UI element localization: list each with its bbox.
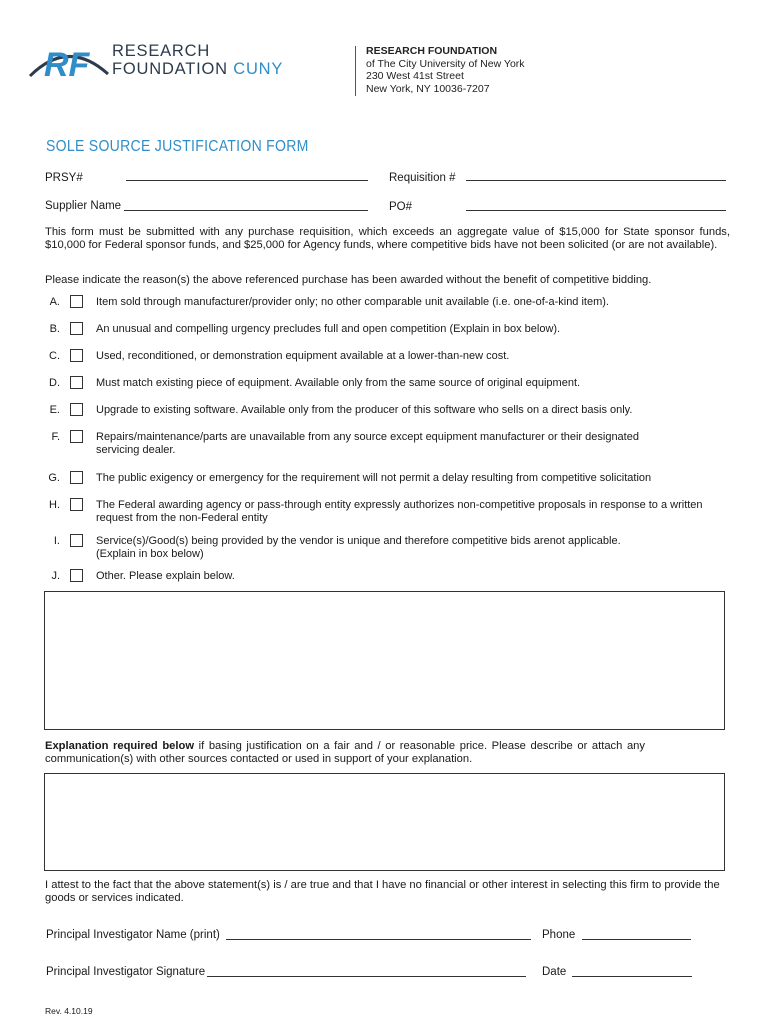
option-checkbox[interactable]	[70, 534, 83, 547]
option-text: The public exigency or emergency for the requirement will not permit a delay resulting from competitive solicitation	[96, 472, 652, 484]
option-checkbox[interactable]	[70, 322, 83, 335]
option-text: Used, reconditioned, or demonstration equipment available at a lower-than-new cost.	[96, 350, 510, 362]
option-letter: F.	[51, 431, 60, 443]
po-label: PO#	[389, 201, 413, 213]
address-line-1: of The City University of New York	[366, 57, 525, 70]
option-checkbox[interactable]	[70, 295, 83, 308]
attest-text: I attest to the fact that the above statement(s) is / are true and that I have no financial or other interest in selecting this firm to provide the goods or services indicated.	[45, 879, 720, 904]
requisition-label: Requisition #	[389, 172, 456, 184]
pi-name-label: Principal Investigator Name (print)	[46, 929, 220, 941]
prsy-field[interactable]	[126, 180, 368, 181]
option-text: Item sold through manufacturer/provider only; no other comparable unit available (i.e. one-of-a-kind item).	[96, 296, 609, 308]
option-text: Repairs/maintenance/parts are unavailable from any source except equipment manufacturer or their designated servicing dealer.	[96, 431, 639, 456]
option-checkbox[interactable]	[70, 569, 83, 582]
intro-text: This form must be submitted with any purchase requisition, which exceeds an aggregate value of $15,000 for State sponsor funds, $10,000 for Federal sponsor funds, and $25,000 for Agency funds, where competitive bids have not been solicited (or are not available).	[45, 226, 730, 251]
explanation-bold: Explanation required below	[45, 740, 195, 752]
prsy-label: PRSY#	[45, 172, 83, 184]
option-letter: E.	[49, 404, 60, 416]
logo-line-1: RESEARCH	[112, 42, 211, 60]
rf-cuny-logo	[28, 40, 288, 88]
logo-line-2	[112, 60, 283, 78]
option-letter: A.	[49, 296, 60, 308]
header-divider	[355, 46, 356, 96]
address-org: RESEARCH FOUNDATION	[366, 45, 498, 57]
option-checkbox[interactable]	[70, 498, 83, 511]
option-checkbox[interactable]	[70, 430, 83, 443]
option-letter: C.	[49, 350, 60, 362]
option-checkbox[interactable]	[70, 403, 83, 416]
phone-field[interactable]	[582, 939, 691, 940]
option-checkbox[interactable]	[70, 471, 83, 484]
option-letter: J.	[51, 570, 60, 582]
svg-text:RF: RF	[44, 46, 90, 84]
other-explanation-box[interactable]	[44, 591, 725, 730]
requisition-field[interactable]	[466, 180, 726, 181]
option-letter: G.	[48, 472, 60, 484]
revision-label: Rev. 4.10.19	[45, 1006, 93, 1016]
phone-label: Phone	[542, 929, 576, 941]
instruction-text: Please indicate the reason(s) the above referenced purchase has been awarded without the benefit of competitive bidding.	[45, 274, 652, 286]
pi-signature-label: Principal Investigator Signature	[46, 966, 206, 978]
option-checkbox[interactable]	[70, 349, 83, 362]
logo-cuny: CUNY	[233, 60, 284, 78]
option-checkbox[interactable]	[70, 376, 83, 389]
option-letter: B.	[49, 323, 60, 335]
supplier-field[interactable]	[124, 210, 368, 211]
logo-wordmark	[112, 42, 283, 78]
logo-foundation: FOUNDATION	[112, 60, 228, 78]
explanation-box[interactable]	[44, 773, 725, 871]
address-line-2: 230 West 41st Street	[366, 70, 464, 82]
header-address	[366, 45, 525, 95]
option-text: An unusual and compelling urgency precludes full and open competition (Explain in box below).	[96, 323, 561, 335]
option-text: Upgrade to existing software. Available only from the producer of this software who sells on a direct basis only.	[96, 404, 633, 416]
option-text: The Federal awarding agency or pass-through entity expressly authorizes non-competitive proposals in response to a written request from the non-Federal entity	[96, 499, 703, 524]
option-letter: D.	[49, 377, 60, 389]
form-title: SOLE SOURCE JUSTIFICATION FORM	[46, 138, 309, 155]
supplier-label: Supplier Name	[45, 200, 122, 212]
option-text: Must match existing piece of equipment. Available only from the same source of original equipment.	[96, 377, 581, 389]
explanation-rest: if basing justification on a fair and / or reasonable price. Please describe or attach any communication(s) with other sources contacted or used in support of your explanation.	[45, 740, 645, 765]
option-text: Other. Please explain below.	[96, 570, 235, 582]
date-label: Date	[542, 966, 567, 978]
option-letter: H.	[49, 499, 60, 511]
date-field[interactable]	[572, 976, 692, 977]
rf-logo-icon	[28, 40, 112, 84]
address-line-3: New York, NY 10036-7207	[366, 82, 490, 95]
pi-signature-field[interactable]	[207, 976, 526, 977]
pi-name-field[interactable]	[226, 939, 531, 940]
explanation-text	[45, 740, 645, 766]
po-field[interactable]	[466, 210, 726, 211]
option-letter: I.	[53, 535, 60, 547]
option-text: Service(s)/Good(s) being provided by the vendor is unique and therefore competitive bids arenot applicable. (Explain in box below)	[96, 535, 621, 560]
